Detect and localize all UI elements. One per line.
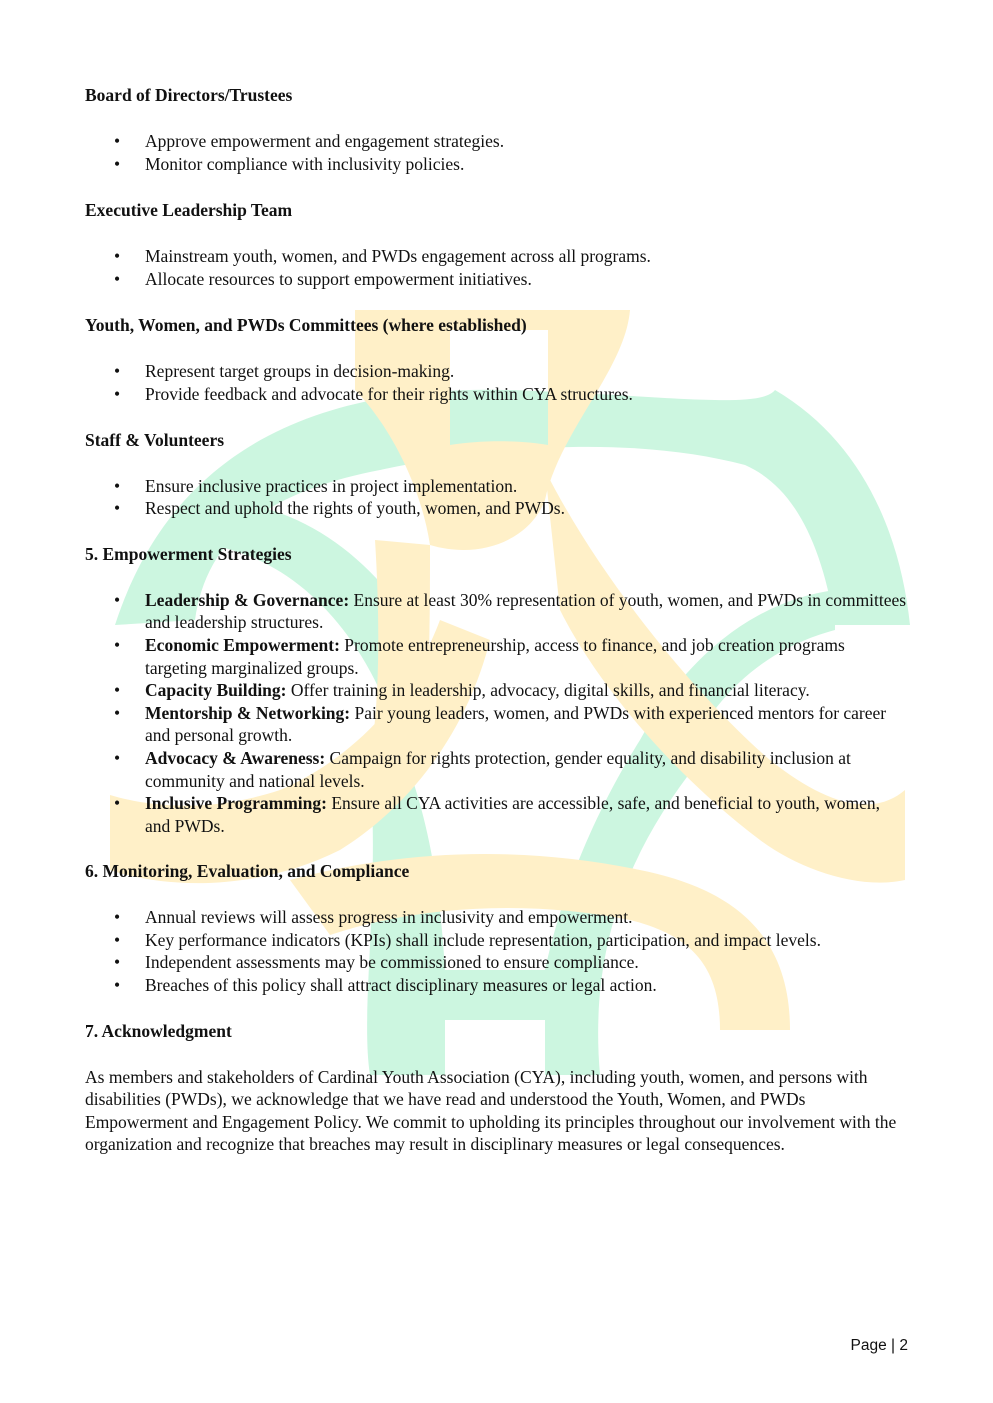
section-heading: Board of Directors/Trustees — [85, 85, 293, 105]
section-heading: Staff & Volunteers — [85, 429, 225, 450]
list-item — [85, 360, 907, 383]
bullet-list — [85, 906, 907, 996]
section-heading: 5. Empowerment Strategies — [85, 543, 292, 564]
item-text: Ensure all CYA activities are accessible, safe, and beneficial to youth, women, and PWDs. — [145, 793, 880, 836]
list-item — [85, 702, 907, 747]
section-heading: Executive Leadership Team — [85, 200, 293, 221]
bullet-list — [85, 130, 907, 175]
acknowledgment-text: As members and stakeholders of Cardinal Youth Association (CYA), including youth, women, and persons with disabilities (PWDs), we acknowledge that we have read and understood the Youth, Women, and PWDs Empowerment and Engagement Policy. We commit to upholding its principles throughout our involvement with the organization and recognize that breaches may result in disciplinary measures or legal consequences. — [85, 1066, 897, 1155]
bullet-list — [85, 245, 907, 290]
item-text: Mainstream youth, women, and PWDs engagement across all programs. — [145, 246, 651, 267]
item-label: Capacity Building: — [145, 680, 287, 701]
list-item — [85, 951, 907, 974]
item-text: Independent assessments may be commissioned to ensure compliance. — [145, 952, 639, 973]
list-item — [85, 383, 907, 406]
list-item — [85, 792, 907, 837]
item-label: Economic Empowerment: — [145, 634, 340, 655]
item-text: Key performance indicators (KPIs) shall include representation, participation, and impact levels. — [145, 929, 821, 950]
list-item — [85, 974, 907, 997]
list-item — [85, 906, 907, 929]
item-text: Ensure at least 30% representation of youth, women, and PWDs in committees and leadership structures. — [145, 589, 907, 633]
item-text: Approve empowerment and engagement strategies. — [145, 131, 505, 151]
item-text: Pair young leaders, women, and PWDs with experienced mentors for career and personal growth. — [145, 702, 887, 746]
list-item — [85, 747, 907, 792]
item-text: Allocate resources to support empowerment initiatives. — [145, 268, 532, 289]
item-label: Advocacy & Awareness: — [145, 747, 326, 768]
bullet-list — [85, 475, 907, 520]
section-heading: 6. Monitoring, Evaluation, and Compliance — [85, 861, 410, 882]
item-text: Monitor compliance with inclusivity policies. — [145, 153, 465, 174]
list-item — [85, 497, 907, 520]
list-item — [85, 679, 907, 702]
page-number: Page | 2 — [850, 1337, 908, 1354]
item-text: Ensure inclusive practices in project implementation. — [145, 475, 518, 496]
item-label: Inclusive Programming: — [145, 793, 327, 814]
item-text: Campaign for rights protection, gender equality, and disability inclusion at community and national levels. — [145, 747, 851, 791]
section-heading: 7. Acknowledgment — [85, 1020, 232, 1041]
item-label: Leadership & Governance: — [145, 589, 350, 610]
item-text: Breaches of this policy shall attract disciplinary measures or legal action. — [145, 975, 657, 996]
list-item — [85, 245, 907, 268]
item-text: Provide feedback and advocate for their rights within CYA structures. — [145, 383, 633, 404]
section-heading: Youth, Women, and PWDs Committees (where established) — [85, 315, 527, 336]
list-item — [85, 475, 907, 498]
list-item — [85, 153, 907, 176]
bullet-list — [85, 589, 907, 838]
item-text: Respect and uphold the rights of youth, women, and PWDs. — [145, 498, 565, 519]
list-item — [85, 130, 907, 153]
item-text: Annual reviews will assess progress in inclusivity and empowerment. — [145, 907, 633, 928]
list-item — [85, 268, 907, 291]
item-text: Promote entrepreneurship, access to finance, and job creation programs targeting marginalized groups. — [145, 634, 845, 678]
item-text: Offer training in leadership, advocacy, digital skills, and financial literacy. — [286, 680, 810, 701]
list-item — [85, 634, 907, 679]
list-item — [85, 589, 907, 634]
document-body — [85, 84, 907, 1156]
bullet-list — [85, 360, 907, 405]
list-item — [85, 929, 907, 952]
item-label: Mentorship & Networking: — [145, 702, 351, 723]
item-text: Represent target groups in decision-making. — [145, 361, 455, 382]
